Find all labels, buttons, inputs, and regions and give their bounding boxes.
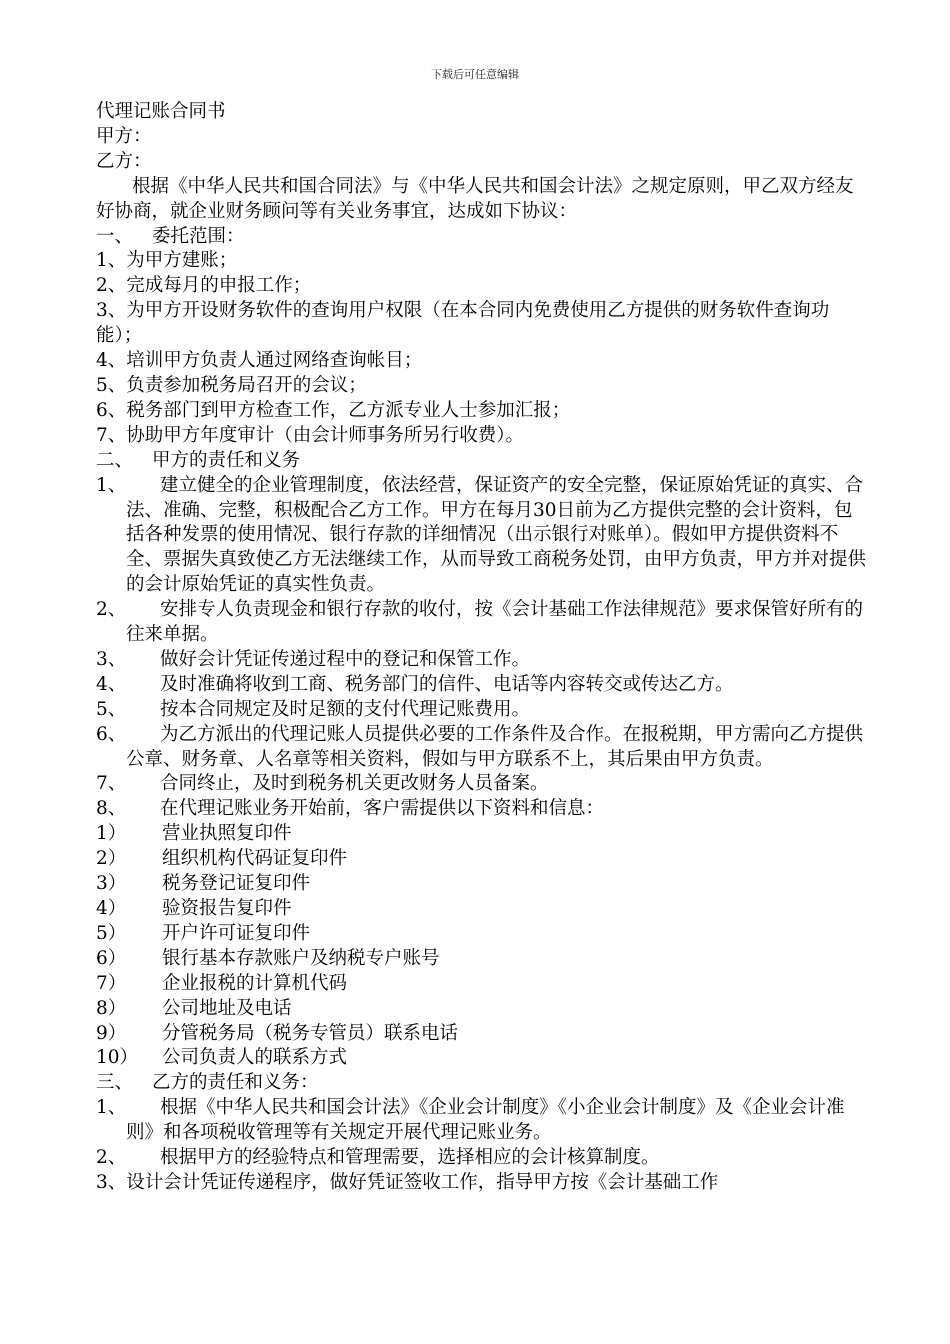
- material-text: 银行基本存款账户及纳税专户账号: [162, 947, 440, 969]
- material-number: 3）: [96, 873, 127, 895]
- material-text: 公司负责人的联系方式: [162, 1047, 348, 1069]
- section-number: 一、: [96, 225, 134, 247]
- duty-item: [96, 673, 868, 698]
- duty-number: 7、: [96, 773, 127, 795]
- material-number: 8）: [96, 997, 127, 1019]
- material-text: 公司地址及电话: [162, 997, 292, 1019]
- material-item: [96, 947, 868, 972]
- scope-item: 6、税务部门到甲方检查工作，乙方派专业人士参加汇报；: [96, 399, 571, 421]
- material-item: [96, 872, 868, 897]
- material-text: 开户许可证复印件: [162, 922, 311, 944]
- scope-item: 3、为甲方开设财务软件的查询用户权限（在本合同内免费使用乙方提供的财务软件查询功能）；: [96, 300, 830, 347]
- duty-text: 根据甲方的经验特点和管理需要，选择相应的会计核算制度。: [160, 1147, 660, 1169]
- section-title: 委托范围：: [152, 225, 245, 247]
- scope-item: 7、协助甲方年度审计（由会计师事务所另行收费）。: [96, 424, 525, 446]
- material-number: 10）: [96, 1047, 139, 1069]
- material-text: 营业执照复印件: [162, 823, 292, 845]
- duty-number: 6、: [96, 723, 127, 745]
- material-number: 7）: [96, 972, 127, 994]
- material-number: 2）: [96, 848, 127, 870]
- section-number: 三、: [96, 1072, 134, 1094]
- material-text: 分管税务局（税务专管员）联系电话: [162, 1022, 459, 1044]
- material-item: [96, 997, 868, 1022]
- duty-text: 建立健全的企业管理制度，依法经营，保证资产的安全完整，保证原始凭证的真实、合法、准确、完整，积极配合乙方工作。甲方在每月30日前为乙方提供完整的会计资料，包括各种发票的使用情况、银行存款的详细情况（出示银行对账单）。假如甲方提供资料不全、票据失真致使乙方无法继续工作，从而导致工商税务处罚，由甲方负责，甲方并对提供的会计原始凭证的真实性负责。: [126, 474, 867, 596]
- duty-number: 2、: [96, 1147, 127, 1169]
- duty-number: 4、: [96, 673, 127, 695]
- section-title: 乙方的责任和义务：: [152, 1072, 319, 1094]
- duty-text: 为乙方派出的代理记账人员提供必要的工作条件及合作。在报税期，甲方需向乙方提供公章、财务章、人名章等相关资料，假如与甲方联系不上，其后果由甲方负责。: [126, 723, 864, 770]
- section-1-heading: [96, 225, 868, 250]
- duty-item-truncated: 3、设计会计凭证传递程序，做好凭证签收工作，指导甲方按《会计基础工作: [96, 1171, 719, 1193]
- scope-item: 4、培训甲方负责人通过网络查询帐目；: [96, 350, 423, 372]
- scope-item: 2、完成每月的申报工作；: [96, 275, 312, 297]
- party-a-label: 甲方：: [96, 125, 152, 147]
- duty-text: 合同终止，及时到税务机关更改财务人员备案。: [160, 773, 549, 795]
- material-number: 5）: [96, 922, 127, 944]
- scope-item: 1、为甲方建账；: [96, 250, 238, 272]
- section-number: 二、: [96, 449, 134, 471]
- material-item: [96, 1046, 868, 1071]
- material-number: 4）: [96, 898, 127, 919]
- duty-item: [96, 598, 868, 648]
- duty-text: 按本合同规定及时足额的支付代理记账费用。: [160, 698, 531, 720]
- duty-text: 做好会计凭证传递过程中的登记和保管工作。: [160, 648, 531, 670]
- duty-number: 2、: [96, 599, 127, 621]
- section-3-heading: [96, 1071, 868, 1096]
- material-item: [96, 847, 868, 872]
- material-text: 验资报告复印件: [162, 898, 292, 919]
- material-text: 企业报税的计算机代码: [162, 972, 348, 994]
- scope-item: 5、负责参加税务局召开的会议；: [96, 374, 367, 396]
- material-text: 组织机构代码证复印件: [162, 848, 348, 870]
- material-number: 9）: [96, 1022, 127, 1044]
- section-title: 甲方的责任和义务: [152, 449, 301, 471]
- duty-item: [96, 648, 868, 673]
- duty-number: 5、: [96, 698, 127, 720]
- duty-number: 3、: [96, 648, 127, 670]
- duty-text: 及时准确将收到工商、税务部门的信件、电话等内容转交或传达乙方。: [160, 673, 734, 695]
- duty-item: [96, 797, 868, 822]
- material-item: [96, 922, 868, 947]
- duty-item: [96, 772, 868, 797]
- duty-item: [96, 474, 868, 599]
- material-item: [96, 897, 868, 922]
- party-b-label: 乙方：: [96, 150, 152, 172]
- duty-number: 1、: [96, 1097, 127, 1119]
- material-number: 6）: [96, 947, 127, 969]
- duty-text: 安排专人负责现金和银行存款的收付，按《会计基础工作法律规范》要求保管好所有的往来单据。: [126, 599, 864, 646]
- duty-item: [96, 1146, 868, 1171]
- duty-text: 根据《中华人民共和国会计法》《企业会计制度》《小企业会计制度》及《企业会计准则》和各项税收管理等有关规定开展代理记账业务。: [126, 1097, 845, 1144]
- material-number: 1）: [96, 823, 127, 845]
- document-body: [96, 100, 868, 1196]
- duty-item: [96, 723, 868, 773]
- duty-text: 在代理记账业务开始前，客户需提供以下资料和信息：: [160, 798, 605, 820]
- duty-number: 1、: [96, 474, 127, 496]
- duty-item: [96, 698, 868, 723]
- material-item: [96, 822, 868, 847]
- duty-number: 8、: [96, 798, 127, 820]
- section-2-heading: [96, 449, 868, 474]
- material-item: [96, 1022, 868, 1047]
- material-text: 税务登记证复印件: [162, 873, 311, 895]
- material-item: [96, 972, 868, 997]
- page-header: 下载后可任意编辑: [431, 68, 519, 81]
- document-title: 代理记账合同书: [96, 101, 226, 122]
- intro-paragraph: 根据《中华人民共和国合同法》与《中华人民共和国会计法》之规定原则，甲乙双方经友好协商，就企业财务顾问等有关业务事宜，达成如下协议：: [96, 175, 854, 222]
- duty-item: [96, 1096, 868, 1146]
